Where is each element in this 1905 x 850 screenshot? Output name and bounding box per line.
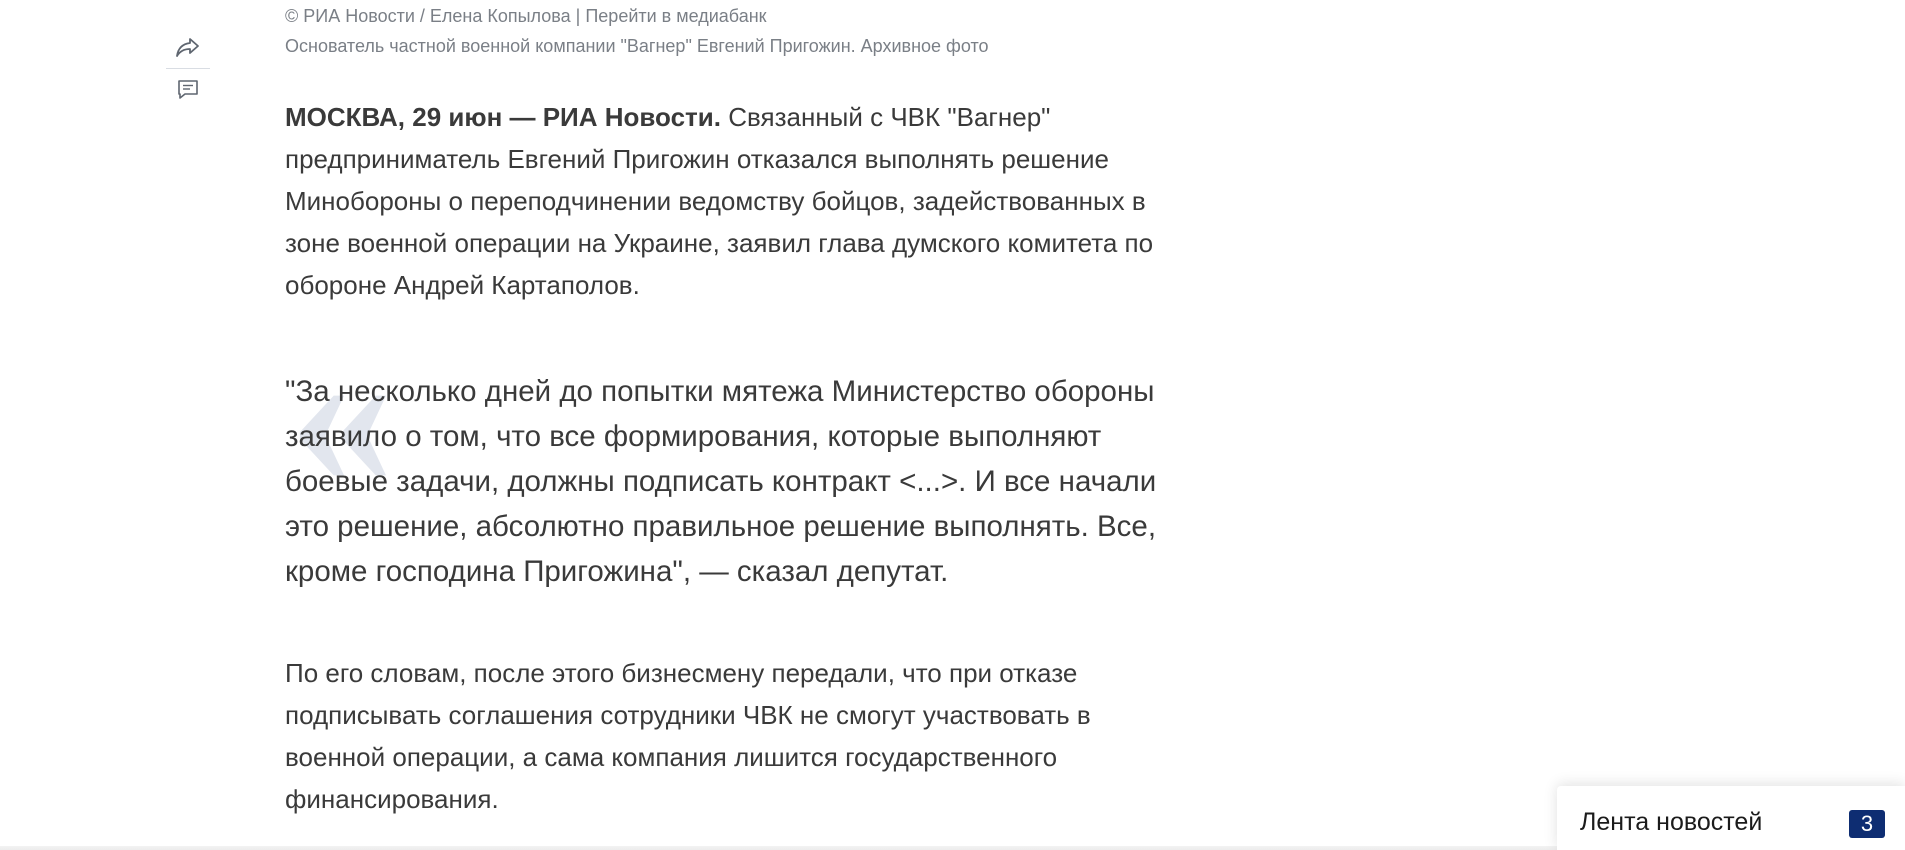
photo-credit: © РИА Новости / Елена Копылова <box>285 6 571 26</box>
share-icon <box>175 36 201 58</box>
news-feed-title: Лента новостей <box>1580 808 1763 836</box>
quote-text: "За несколько дней до попытки мятежа Министерство обороны заявило о том, что все формирования, которые выполняют боевые задачи, должны подписать контракт <...>. И все начали это решение, абсолютно правильное решение выполнять. Все, кроме господина Пригожина", — сказал депутат. <box>285 375 1157 588</box>
quote-mark-icon: « <box>289 297 394 529</box>
photo-caption: Основатель частной военной компании "Вагнер" Евгений Пригожин. Архивное фото <box>285 36 989 56</box>
comments-button[interactable] <box>168 73 208 107</box>
share-button[interactable] <box>168 30 208 64</box>
news-count-badge: 3 <box>1849 810 1885 838</box>
bottom-divider <box>0 846 1557 850</box>
lead-text: Связанный с ЧВК "Вагнер" предприниматель Евгений Пригожин отказался выполнять решение Минобороны о переподчинении ведомству бойцов, задействованных в зоне военной операции на Украине, заявил глава думского комитета по обороне Андрей Картаполов. <box>285 102 1154 300</box>
news-feed-widget[interactable] <box>1557 786 1905 850</box>
blockquote <box>285 297 1185 588</box>
photo-credit-line <box>285 6 767 27</box>
credit-separator: | <box>575 6 581 26</box>
rail-divider <box>166 68 210 69</box>
mediabank-link[interactable]: Перейти в медиабанк <box>585 6 767 26</box>
article-lead <box>285 96 1185 306</box>
article-paragraph: По его словам, после этого бизнесмену передали, что при отказе подписывать соглашения сотрудники ЧВК не смогут участвовать в военной операции, а сама компания лишится государственного финансирования. <box>285 658 1091 814</box>
dateline: МОСКВА, 29 июн — РИА Новости. <box>285 102 721 132</box>
share-rail <box>168 30 208 107</box>
comment-icon <box>176 78 200 102</box>
